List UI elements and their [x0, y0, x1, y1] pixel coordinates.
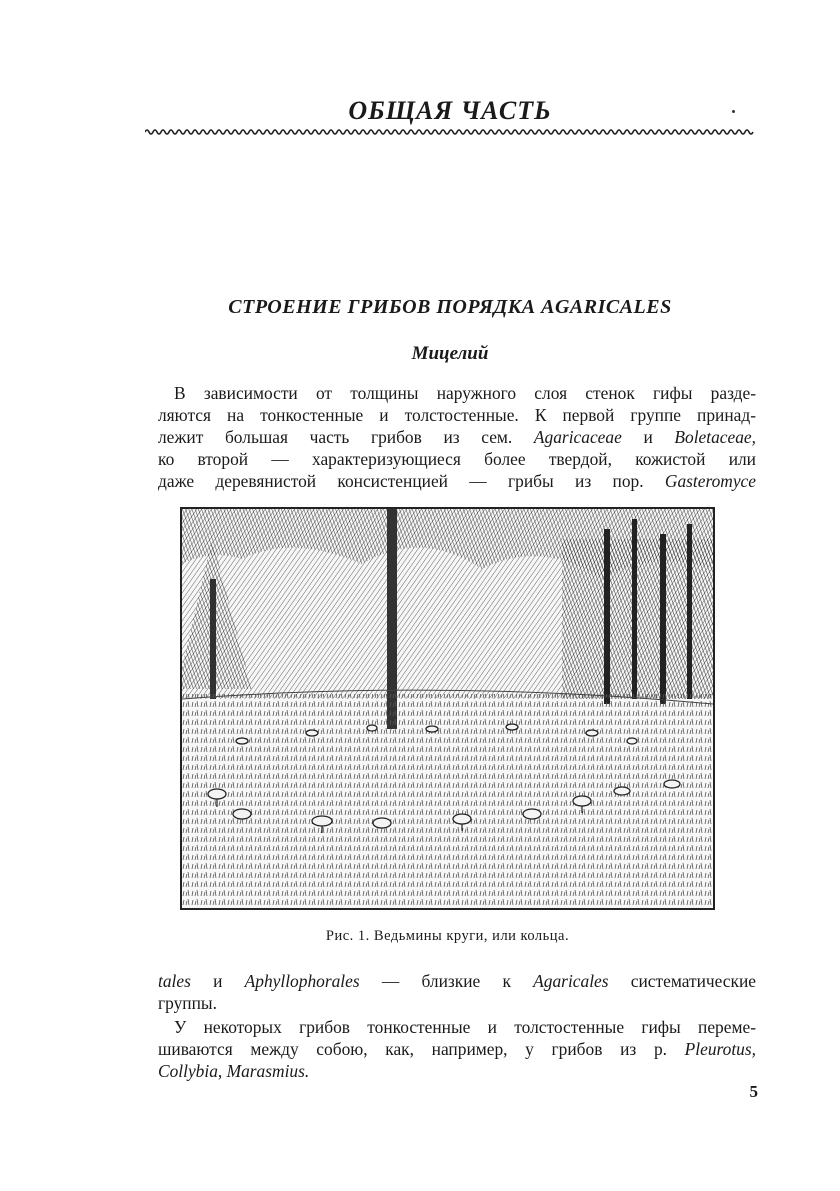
text-run: ,	[217, 1061, 227, 1081]
text-run: шиваются между собою, как, например, у грибов из р.	[158, 1039, 685, 1059]
text-line	[158, 426, 756, 448]
taxon-name: Marasmius.	[226, 1061, 310, 1081]
figure-fairy-ring-engraving	[180, 507, 715, 910]
text-line: ко второй — характеризующиеся более твердой, кожистой или	[158, 449, 756, 469]
text-run: и	[621, 427, 675, 447]
taxon-name: Boletaceae,	[674, 427, 756, 447]
text-run: лежит большая часть грибов из сем.	[158, 427, 534, 447]
taxon-name: Gasteromyce	[664, 471, 756, 491]
header-wavy-rule	[145, 128, 755, 136]
text-run: — близкие к	[359, 971, 534, 991]
figure-caption: Рис. 1. Ведьмины круги, или кольца.	[325, 928, 570, 944]
taxon-name: tales	[158, 971, 191, 991]
running-header: ОБЩАЯ ЧАСТЬ	[348, 96, 552, 125]
subsection-title: Мицелий	[411, 343, 489, 364]
text-run: систематические	[608, 971, 756, 991]
paragraph-mixed-hyphae	[158, 1016, 756, 1082]
section-title: СТРОЕНИЕ ГРИБОВ ПОРЯДКА AGARICALES	[228, 296, 672, 318]
stray-dot	[732, 110, 735, 113]
text-line	[158, 1038, 756, 1060]
page-number: 5	[749, 1082, 758, 1101]
text-run: даже деревянистой консистенцией — грибы из пор.	[158, 471, 665, 491]
taxon-name: Aphyllophorales	[244, 971, 360, 991]
text-line	[158, 970, 756, 992]
taxon-name: Agaricales	[533, 971, 609, 991]
taxon-name: Pleurotus,	[684, 1039, 756, 1059]
text-line	[158, 470, 756, 492]
text-line: группы.	[158, 993, 217, 1013]
paragraph-continuation	[158, 970, 756, 1014]
taxon-name: Agaricaceae	[533, 427, 622, 447]
text-line: ляются на тонкостенные и толстостенные. К первой группе принад-	[158, 405, 756, 425]
text-run: и	[190, 971, 245, 991]
text-line	[158, 1060, 756, 1082]
engraving-illustration	[182, 509, 713, 908]
text-line: У некоторых грибов тонкостенные и толстостенные гифы переме-	[174, 1017, 756, 1037]
taxon-name: Collybia	[158, 1061, 218, 1081]
text-line: В зависимости от толщины наружного слоя стенок гифы разде-	[174, 383, 756, 403]
paragraph-mycelium-intro	[158, 382, 756, 492]
